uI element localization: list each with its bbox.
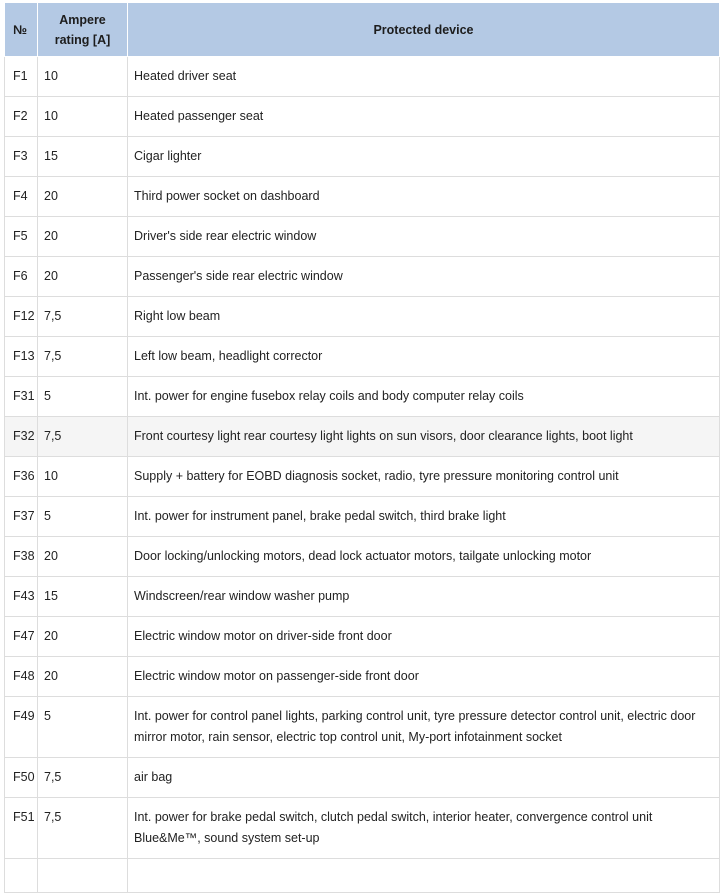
fuse-number: F13 bbox=[5, 337, 38, 377]
table-row bbox=[5, 337, 720, 377]
table-row bbox=[5, 57, 720, 97]
fuse-number: F12 bbox=[5, 297, 38, 337]
ampere-rating: 20 bbox=[38, 537, 128, 577]
ampere-rating: 20 bbox=[38, 217, 128, 257]
ampere-rating: 20 bbox=[38, 657, 128, 697]
table-row bbox=[5, 758, 720, 798]
table-row bbox=[5, 697, 720, 758]
ampere-rating: 20 bbox=[38, 617, 128, 657]
fuse-number: F43 bbox=[5, 577, 38, 617]
protected-device: air bag bbox=[128, 758, 720, 798]
protected-device: Supply + battery for EOBD diagnosis socket, radio, tyre pressure monitoring control unit bbox=[128, 457, 720, 497]
ampere-rating: 10 bbox=[38, 57, 128, 97]
fuse-number: F31 bbox=[5, 377, 38, 417]
ampere-rating: 5 bbox=[38, 497, 128, 537]
protected-device: Cigar lighter bbox=[128, 137, 720, 177]
fuse-number: F50 bbox=[5, 758, 38, 798]
fuse-number: F5 bbox=[5, 217, 38, 257]
table-row bbox=[5, 798, 720, 859]
protected-device: Int. power for engine fusebox relay coils and body computer relay coils bbox=[128, 377, 720, 417]
table-header bbox=[5, 3, 720, 57]
ampere-rating: 7,5 bbox=[38, 337, 128, 377]
header-number: № bbox=[5, 3, 38, 57]
table-row bbox=[5, 297, 720, 337]
header-protected-device: Protected device bbox=[128, 3, 720, 57]
ampere-rating: 15 bbox=[38, 577, 128, 617]
ampere-rating: 20 bbox=[38, 257, 128, 297]
fuse-number: F47 bbox=[5, 617, 38, 657]
protected-device: Driver's side rear electric window bbox=[128, 217, 720, 257]
protected-device: Int. power for instrument panel, brake pedal switch, third brake light bbox=[128, 497, 720, 537]
table-row bbox=[5, 497, 720, 537]
protected-device: Passenger's side rear electric window bbox=[128, 257, 720, 297]
table-row bbox=[5, 577, 720, 617]
fuse-number: F49 bbox=[5, 697, 38, 758]
protected-device: Heated driver seat bbox=[128, 57, 720, 97]
fuse-number: F3 bbox=[5, 137, 38, 177]
fuse-number: F32 bbox=[5, 417, 38, 457]
protected-device: Third power socket on dashboard bbox=[128, 177, 720, 217]
ampere-rating: 7,5 bbox=[38, 758, 128, 798]
ampere-rating: 10 bbox=[38, 457, 128, 497]
protected-device: Front courtesy light rear courtesy light lights on sun visors, door clearance lights, boot light bbox=[128, 417, 720, 457]
fuse-number: F6 bbox=[5, 257, 38, 297]
header-row bbox=[5, 3, 720, 57]
protected-device: Electric window motor on passenger-side front door bbox=[128, 657, 720, 697]
table-row bbox=[5, 617, 720, 657]
table-row bbox=[5, 859, 720, 893]
table-body bbox=[5, 57, 720, 893]
table-row bbox=[5, 537, 720, 577]
protected-device: Electric window motor on driver-side front door bbox=[128, 617, 720, 657]
ampere-rating bbox=[38, 859, 128, 893]
ampere-rating: 7,5 bbox=[38, 297, 128, 337]
ampere-rating: 20 bbox=[38, 177, 128, 217]
table-row bbox=[5, 457, 720, 497]
header-ampere-rating: Ampere rating [A] bbox=[38, 3, 128, 57]
fuse-number: F4 bbox=[5, 177, 38, 217]
protected-device: Int. power for brake pedal switch, clutch pedal switch, interior heater, convergence control unit Blue&Me™, sound system set-up bbox=[128, 798, 720, 859]
fuse-table bbox=[4, 2, 720, 893]
fuse-number: F1 bbox=[5, 57, 38, 97]
fuse-number: F51 bbox=[5, 798, 38, 859]
table-row bbox=[5, 417, 720, 457]
ampere-rating: 10 bbox=[38, 97, 128, 137]
table-row bbox=[5, 377, 720, 417]
fuse-number: F2 bbox=[5, 97, 38, 137]
ampere-rating: 5 bbox=[38, 377, 128, 417]
table-row bbox=[5, 657, 720, 697]
protected-device: Right low beam bbox=[128, 297, 720, 337]
fuse-number: F37 bbox=[5, 497, 38, 537]
ampere-rating: 7,5 bbox=[38, 798, 128, 859]
protected-device: Left low beam, headlight corrector bbox=[128, 337, 720, 377]
table-row bbox=[5, 257, 720, 297]
fuse-number: F38 bbox=[5, 537, 38, 577]
protected-device: Heated passenger seat bbox=[128, 97, 720, 137]
protected-device: Windscreen/rear window washer pump bbox=[128, 577, 720, 617]
ampere-rating: 5 bbox=[38, 697, 128, 758]
protected-device: Int. power for control panel lights, parking control unit, tyre pressure detector control unit, electric door mirror motor, rain sensor, electric top control unit, My-port infotainment socket bbox=[128, 697, 720, 758]
fuse-number: F48 bbox=[5, 657, 38, 697]
table-row bbox=[5, 97, 720, 137]
fuse-number: F36 bbox=[5, 457, 38, 497]
table-row bbox=[5, 177, 720, 217]
ampere-rating: 15 bbox=[38, 137, 128, 177]
table-row bbox=[5, 217, 720, 257]
protected-device: Door locking/unlocking motors, dead lock actuator motors, tailgate unlocking motor bbox=[128, 537, 720, 577]
ampere-rating: 7,5 bbox=[38, 417, 128, 457]
table-row bbox=[5, 137, 720, 177]
protected-device bbox=[128, 859, 720, 893]
fuse-number bbox=[5, 859, 38, 893]
